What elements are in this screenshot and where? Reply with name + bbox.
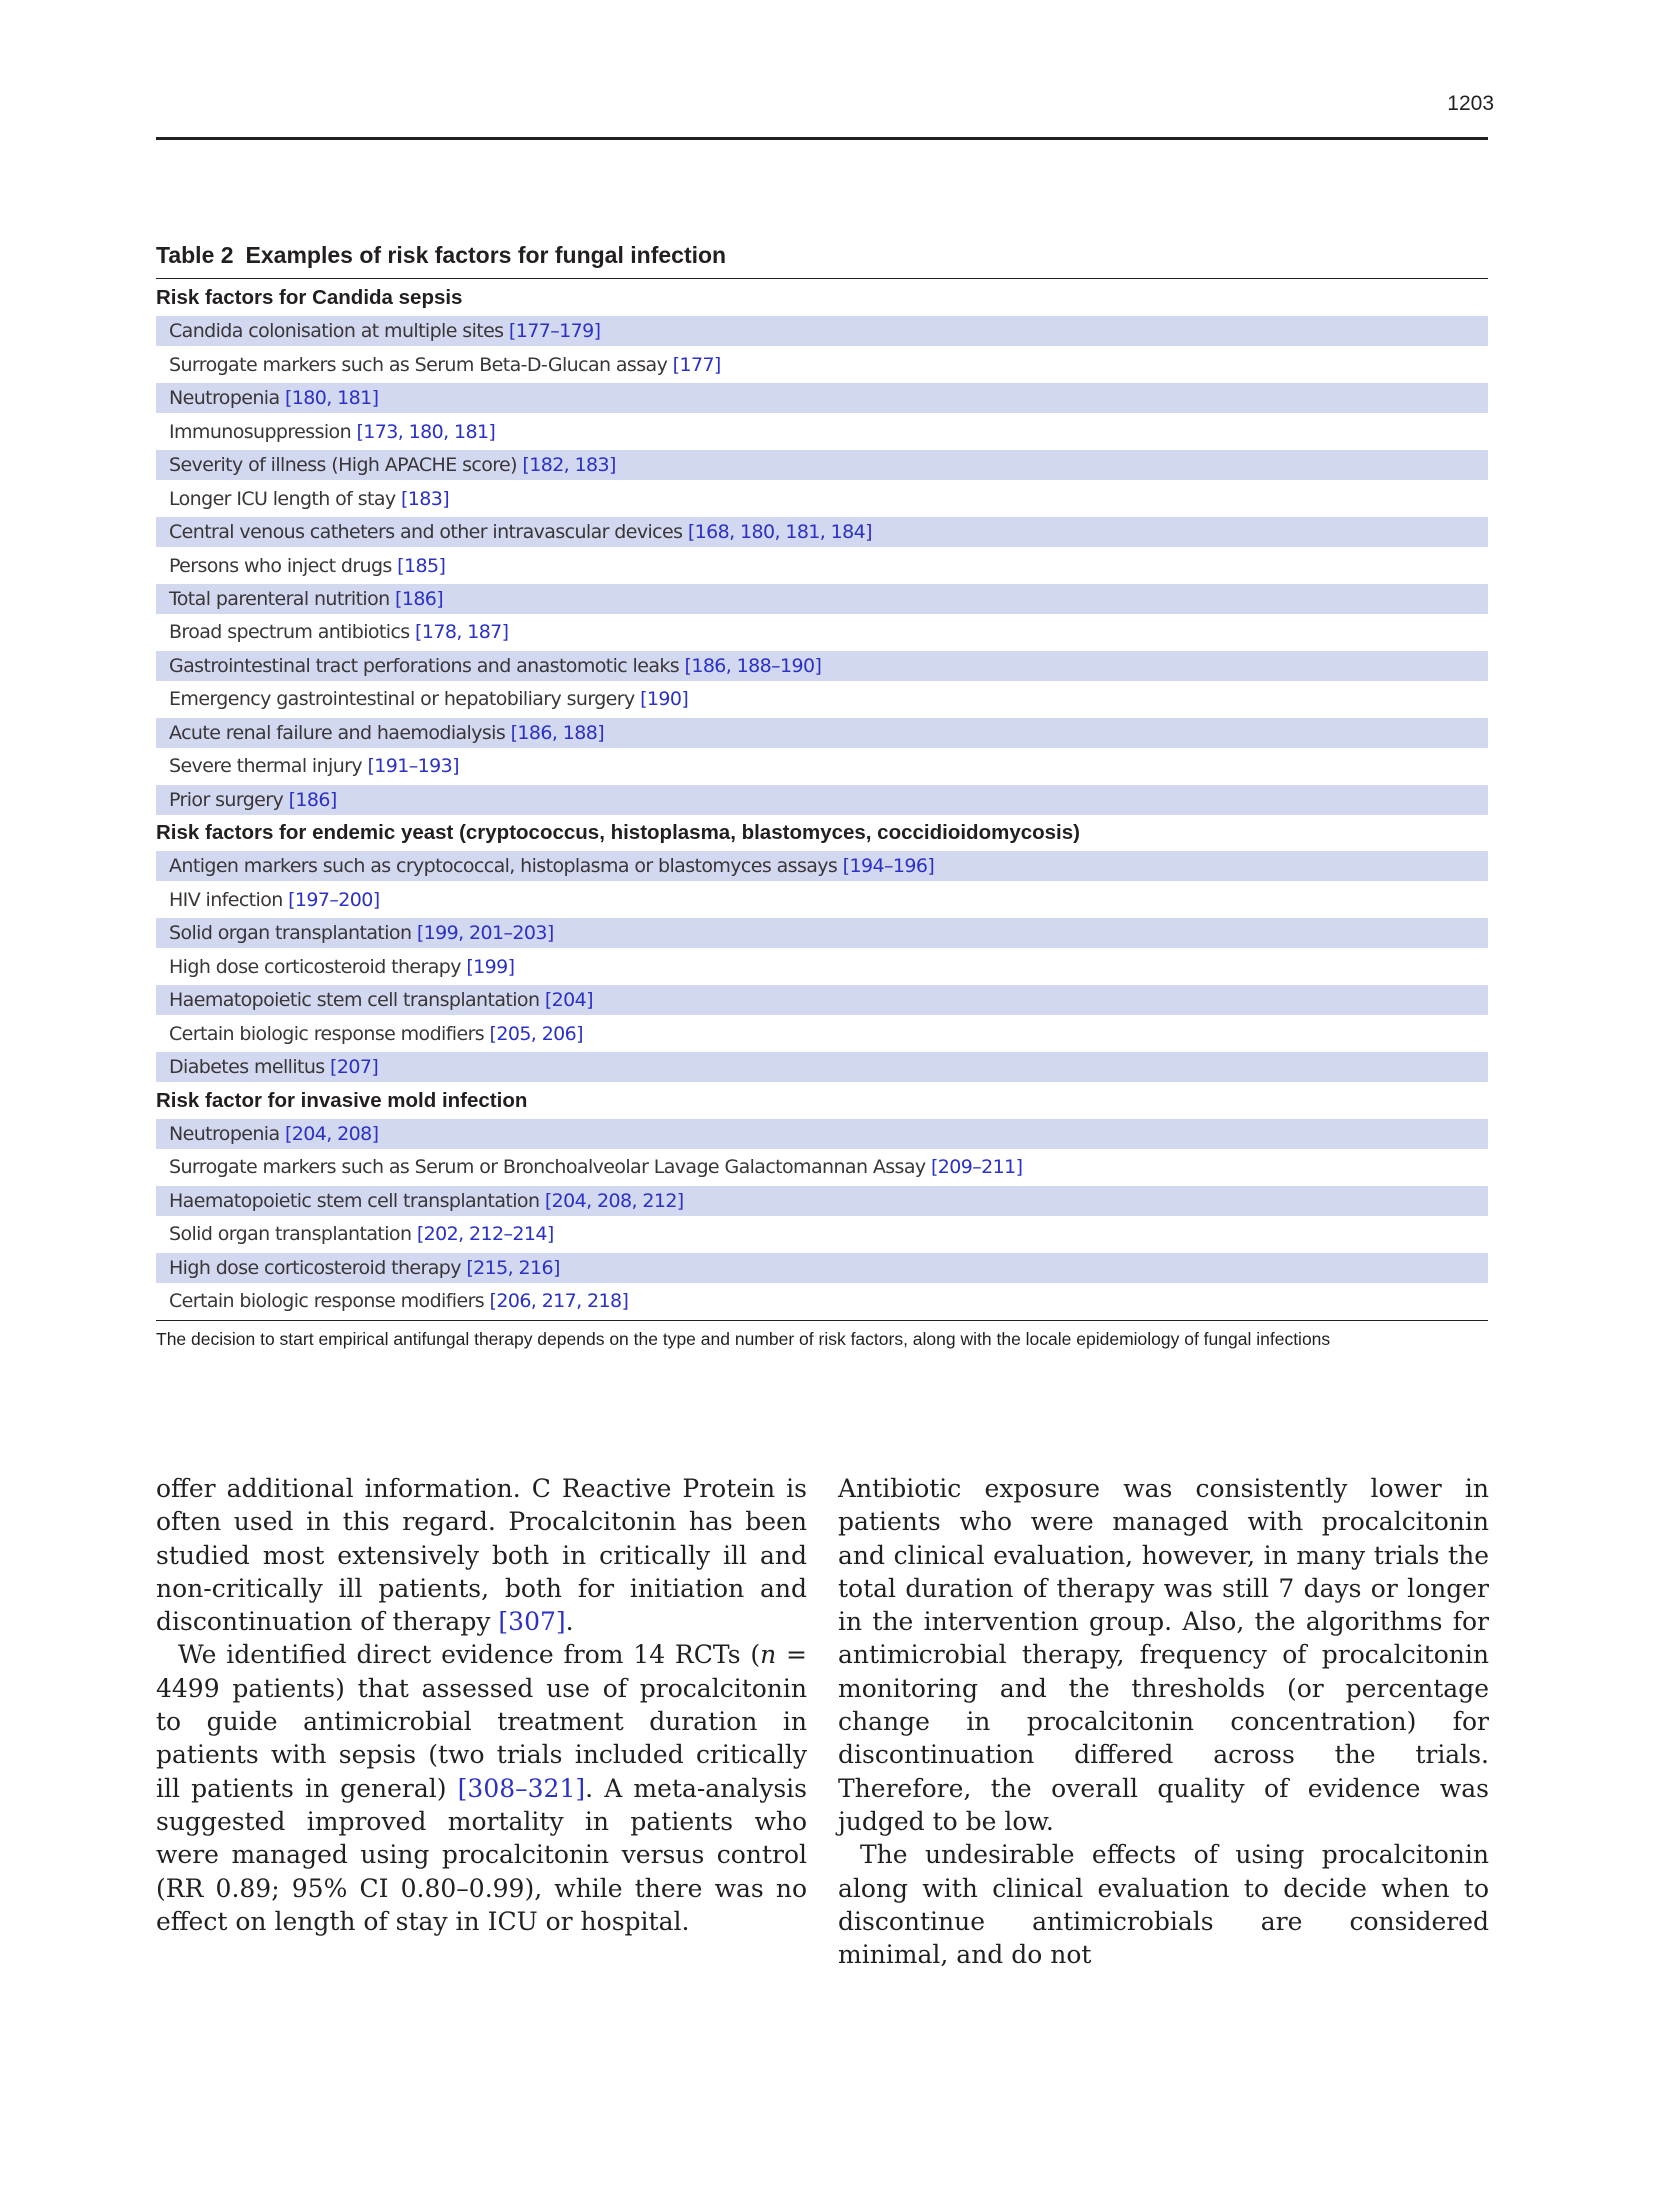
table-row	[156, 1253, 1488, 1283]
table-row	[156, 383, 1488, 413]
risk-factor-text: HIV infection	[169, 888, 289, 911]
table-row	[156, 751, 1488, 781]
table-row	[156, 684, 1488, 714]
table-row	[156, 417, 1488, 447]
citation-link[interactable]: [202, 212–214]	[416, 1223, 554, 1246]
citation-link[interactable]: [209–211]	[930, 1156, 1023, 1179]
risk-factor-text: Acute renal failure and haemodialysis	[169, 721, 511, 744]
citation-link[interactable]: [168, 180, 181, 184]	[687, 521, 872, 544]
citation-link[interactable]: [206, 217, 218]	[489, 1290, 629, 1313]
citation-link[interactable]: [180, 181]	[284, 387, 379, 410]
body-text: = 4499 patients) that assessed use of procalcitonin to guide antimicrobial treatment duration in patients with sepsis (two trials included critically ill patients in general)	[156, 1640, 807, 1803]
risk-factor-text: Gastrointestinal tract perforations and anastomotic leaks	[169, 654, 685, 677]
citation-link[interactable]: [205, 206]	[489, 1022, 583, 1045]
citation-link[interactable]: [207]	[330, 1056, 379, 1079]
citation-link[interactable]: [186]	[395, 587, 444, 610]
body-text: We identified direct evidence from 14 RCTs (	[178, 1640, 761, 1670]
citation-link[interactable]: [199, 201–203]	[416, 922, 554, 945]
body-column-left	[156, 1472, 807, 1938]
table-row	[156, 985, 1488, 1015]
section-heading-text: Risk factors for Candida sepsis	[156, 286, 463, 309]
risk-factor-text: Surrogate markers such as Serum or Bronchoalveolar Lavage Galactomannan Assay	[169, 1156, 931, 1179]
table-row	[156, 450, 1488, 480]
body-column-right	[838, 1472, 1489, 1971]
risk-factor-text: Severity of illness (High APACHE score)	[169, 454, 523, 477]
risk-factor-text: Haematopoietic stem cell transplantation	[169, 1189, 545, 1212]
table-row	[156, 1286, 1488, 1316]
table-bottom-rule	[156, 1320, 1488, 1321]
citation-link[interactable]: [204, 208]	[284, 1122, 379, 1145]
table-row	[156, 785, 1488, 815]
risk-factor-text: Certain biologic response modifiers	[169, 1290, 490, 1313]
italic-variable: n	[760, 1640, 777, 1670]
table-label: Table 2	[156, 242, 234, 268]
body-paragraph	[156, 1638, 807, 1938]
risk-factor-text: Solid organ transplantation	[169, 922, 417, 945]
risk-factor-text: Immunosuppression	[169, 420, 357, 443]
citation-link[interactable]: [204, 208, 212]	[544, 1189, 684, 1212]
risk-factor-text: High dose corticosteroid therapy	[169, 955, 467, 978]
citation-link[interactable]: [182, 183]	[522, 454, 616, 477]
citation-link[interactable]: [185]	[397, 554, 446, 577]
table-rows	[156, 279, 1488, 1316]
risk-factor-text: Surrogate markers such as Serum Beta-D-Glucan assay	[169, 353, 673, 376]
risk-factor-text: Certain biologic response modifiers	[169, 1022, 490, 1045]
table-row	[156, 1019, 1488, 1049]
risk-factor-text: Haematopoietic stem cell transplantation	[169, 989, 545, 1012]
body-text: Antibiotic exposure was consistently lower in patients who were managed with procalcitonin and clinical evaluation, however, in many trials the total duration of therapy was still 7 days or longer in the intervention group. Also, the algorithms for antimicrobial therapy, frequency of procalcitonin monitoring and the thresholds (or percentage change in procalcitonin concentration) for discontinuation differed across the trials. Therefore, the overall quality of evidence was judged to be low.	[838, 1474, 1489, 1836]
citation-link[interactable]: [183]	[400, 487, 450, 510]
table-row	[156, 350, 1488, 380]
header-rule	[156, 137, 1488, 140]
citation-link[interactable]: [186, 188–190]	[684, 654, 822, 677]
body-text: .	[565, 1607, 574, 1637]
citation-link[interactable]: [191–193]	[367, 755, 459, 778]
citation-link[interactable]: [177]	[672, 353, 721, 376]
risk-factor-text: Longer ICU length of stay	[169, 487, 401, 510]
table-row	[156, 952, 1488, 982]
body-text: offer additional information. C Reactive Protein is often used in this regard. Procalcitonin has been studied most extensively both in critically ill and non-critically ill patients, both for initiation and discontinuation of therapy	[156, 1474, 807, 1637]
citation-link[interactable]: [308–321]	[457, 1773, 586, 1803]
table-row	[156, 1152, 1488, 1182]
table-row	[156, 885, 1488, 915]
table-row	[156, 517, 1488, 547]
citation-link[interactable]: [178, 187]	[415, 621, 509, 644]
risk-factor-text: Diabetes mellitus	[169, 1056, 331, 1079]
table-row	[156, 1219, 1488, 1249]
risk-factor-text: Prior surgery	[169, 788, 289, 811]
risk-factor-text: Severe thermal injury	[169, 755, 368, 778]
citation-link[interactable]: [190]	[640, 688, 689, 711]
citation-link[interactable]: [199]	[466, 955, 515, 978]
citation-link[interactable]: [177–179]	[508, 320, 601, 343]
table-section-heading	[156, 1086, 1488, 1116]
table-row	[156, 551, 1488, 581]
citation-link[interactable]: [197–200]	[288, 888, 380, 911]
risk-factor-text: Total parenteral nutrition	[169, 587, 396, 610]
table-title	[156, 240, 1488, 278]
table-section-heading	[156, 283, 1488, 313]
table-section-heading	[156, 818, 1488, 848]
citation-link[interactable]: [186]	[288, 788, 337, 811]
risk-factor-text: Solid organ transplantation	[169, 1223, 417, 1246]
body-paragraph	[838, 1838, 1489, 1971]
risk-factor-text: High dose corticosteroid therapy	[169, 1256, 467, 1279]
risk-factor-text: Broad spectrum antibiotics	[169, 621, 416, 644]
citation-link[interactable]: [186, 188]	[510, 721, 605, 744]
body-text: . A meta-analysis suggested improved mortality in patients who were managed using procalcitonin versus control (RR 0.89; 95% CI 0.80–0.99), while there was no effect on length of stay in ICU or hospital.	[156, 1773, 807, 1936]
citation-link[interactable]: [173, 180, 181]	[356, 420, 496, 443]
body-paragraph	[156, 1472, 807, 1638]
section-heading-text: Risk factors for endemic yeast (cryptococcus, histoplasma, blastomyces, coccidioidomycosis)	[156, 821, 1080, 844]
table-row	[156, 484, 1488, 514]
risk-factor-text: Neutropenia	[169, 387, 285, 410]
citation-link[interactable]: [215, 216]	[466, 1256, 560, 1279]
citation-link[interactable]: [307]	[498, 1607, 566, 1637]
body-text: The undesirable effects of using procalcitonin along with clinical evaluation to decide when to discontinue antimicrobials are considered minimal, and do not	[838, 1840, 1489, 1970]
risk-factor-text: Candida colonisation at multiple sites	[169, 320, 509, 343]
citation-link[interactable]: [194–196]	[842, 855, 935, 878]
table-row	[156, 851, 1488, 881]
table-row	[156, 651, 1488, 681]
section-heading-text: Risk factor for invasive mold infection	[156, 1088, 528, 1112]
table-row	[156, 1186, 1488, 1216]
table-row	[156, 918, 1488, 948]
risk-factor-text: Neutropenia	[169, 1122, 285, 1145]
body-paragraph	[838, 1472, 1489, 1838]
table-caption: Examples of risk factors for fungal infection	[245, 242, 727, 268]
risk-factor-text: Persons who inject drugs	[169, 554, 398, 577]
table-row	[156, 718, 1488, 748]
risk-factor-text: Central venous catheters and other intravascular devices	[169, 521, 688, 544]
risk-factor-text: Antigen markers such as cryptococcal, histoplasma or blastomyces assays	[169, 855, 843, 878]
table-footnote: The decision to start empirical antifungal therapy depends on the type and number of risk factors, along with the locale epidemiology of fungal infections	[156, 1328, 1331, 1349]
table-row	[156, 617, 1488, 647]
risk-factor-table	[156, 240, 1488, 1350]
risk-factor-text: Emergency gastrointestinal or hepatobiliary surgery	[169, 688, 641, 711]
table-row	[156, 1119, 1488, 1149]
citation-link[interactable]: [204]	[544, 989, 593, 1012]
page-number: 1203	[1447, 92, 1494, 115]
table-row	[156, 584, 1488, 614]
table-row	[156, 316, 1488, 346]
table-row	[156, 1052, 1488, 1082]
